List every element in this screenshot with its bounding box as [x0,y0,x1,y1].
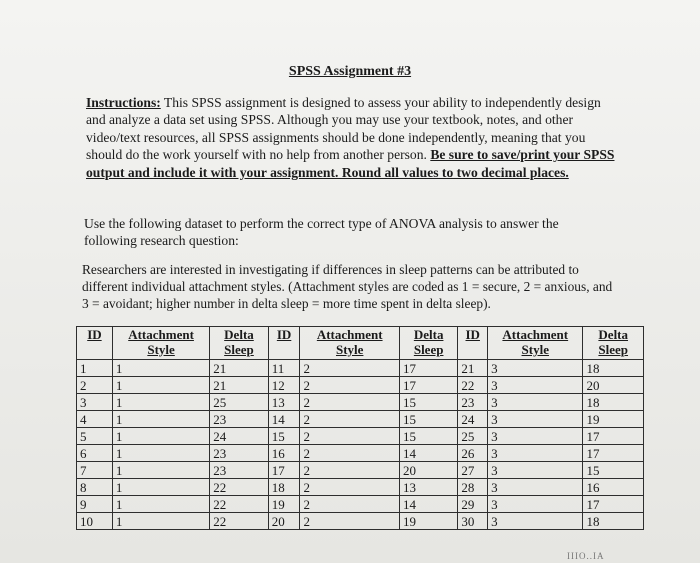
table-cell: 1 [112,496,209,513]
research-question-paragraph: Researchers are interested in investigating if differences in sleep patterns can be attributed to different individual attachment styles. (Attachment styles are coded as 1 = secure, 2 = anxious, and 3 = avoidant; higher number in delta sleep = more time spent in delta sleep). [82,262,613,311]
table-cell: 2 [300,513,399,530]
table-cell: 25 [458,428,488,445]
use-dataset-paragraph: Use the following dataset to perform the correct type of ANOVA analysis to answer the following research question: [84,216,559,248]
table-row [77,428,644,445]
table-cell: 17 [583,445,644,462]
table-cell: 3 [488,462,583,479]
table-cell: 1 [112,479,209,496]
table-cell: 13 [399,479,457,496]
table-cell: 19 [583,411,644,428]
table-cell: 14 [268,411,300,428]
table-row [77,377,644,394]
table-cell: 23 [210,411,268,428]
table-header-row [77,327,644,360]
table-cell: 22 [458,377,488,394]
table-cell: 1 [112,462,209,479]
table-row [77,445,644,462]
header-delta-1: Delta Sleep [210,327,268,360]
table-cell: 16 [268,445,300,462]
table-cell: 1 [112,513,209,530]
table-cell: 13 [268,394,300,411]
table-row [77,479,644,496]
table-cell: 23 [458,394,488,411]
header-delta-2: Delta Sleep [399,327,457,360]
table-cell: 3 [488,360,583,377]
table-cell: 20 [583,377,644,394]
table-cell: 15 [399,428,457,445]
instructions-emphasis: Be sure to save/print your SPSS output and include it with your assignment. Round all values to two decimal places. [86,147,615,180]
table-cell: 2 [300,428,399,445]
table-cell: 24 [458,411,488,428]
table-cell: 3 [488,428,583,445]
table-cell: 1 [112,360,209,377]
table-cell: 8 [77,479,113,496]
table-cell: 5 [77,428,113,445]
table-cell: 1 [112,428,209,445]
table-cell: 16 [583,479,644,496]
header-id-3: ID [458,327,488,360]
header-id-2: ID [268,327,300,360]
dataset-table [76,326,644,530]
table-cell: 23 [210,445,268,462]
table-cell: 28 [458,479,488,496]
table-cell: 1 [112,394,209,411]
table-cell: 17 [583,428,644,445]
table-cell: 26 [458,445,488,462]
document-title: SPSS Assignment #3 [288,64,412,79]
table-cell: 18 [583,513,644,530]
table-cell: 17 [583,496,644,513]
table-cell: 6 [77,445,113,462]
table-row [77,496,644,513]
table-cell: 2 [300,479,399,496]
table-cell: 20 [399,462,457,479]
table-cell: 2 [77,377,113,394]
table-cell: 3 [488,479,583,496]
table-cell: 12 [268,377,300,394]
table-cell: 17 [399,360,457,377]
instructions-text: This SPSS assignment is designed to assess your ability to independently design and analyze a data set using SPSS. Although you may use your textbook, notes, and other video/text resources, all SPSS assignments should be done independently, meaning that you should do the work yourself with no help from another person. [86,95,601,163]
table-row [77,462,644,479]
table-cell: 15 [268,428,300,445]
table-cell: 3 [488,496,583,513]
table-body [77,360,644,530]
table-cell: 14 [399,496,457,513]
header-attachment-2: Attachment Style [300,327,399,360]
table-cell: 4 [77,411,113,428]
table-cell: 22 [210,513,268,530]
table-cell: 2 [300,496,399,513]
table-cell: 20 [268,513,300,530]
header-attachment-1: Attachment Style [112,327,209,360]
table-cell: 19 [268,496,300,513]
table-cell: 2 [300,360,399,377]
table-cell: 2 [300,394,399,411]
table-cell: 23 [210,462,268,479]
table-cell: 19 [399,513,457,530]
table-cell: 15 [583,462,644,479]
table-cell: 21 [458,360,488,377]
table-cell: 18 [583,360,644,377]
table-cell: 3 [488,445,583,462]
header-delta-3: Delta Sleep [583,327,644,360]
table-cell: 15 [399,394,457,411]
table-cell: 9 [77,496,113,513]
table-cell: 14 [399,445,457,462]
table-cell: 25 [210,394,268,411]
instructions-paragraph [86,94,621,181]
table-cell: 2 [300,377,399,394]
table-cell: 18 [268,479,300,496]
table-cell: 21 [210,377,268,394]
table-cell: 10 [77,513,113,530]
instructions-label: Instructions: [86,95,161,110]
table-cell: 7 [77,462,113,479]
table-row [77,513,644,530]
table-cell: 21 [210,360,268,377]
table-cell: 3 [488,513,583,530]
table-cell: 1 [112,377,209,394]
table-cell: 3 [488,411,583,428]
table-cell: 1 [112,445,209,462]
table-cell: 22 [210,479,268,496]
table-cell: 11 [268,360,300,377]
header-id-1: ID [77,327,113,360]
table-cell: 2 [300,411,399,428]
table-cell: 29 [458,496,488,513]
table-cell: 3 [77,394,113,411]
table-cell: 3 [488,394,583,411]
table-cell: 2 [300,445,399,462]
header-attachment-3: Attachment Style [488,327,583,360]
table-cell: 3 [488,377,583,394]
table-cell: 1 [112,411,209,428]
table-cell: 15 [399,411,457,428]
table-cell: 27 [458,462,488,479]
table-row [77,394,644,411]
table-row [77,411,644,428]
table-cell: 17 [399,377,457,394]
table-cell: 18 [583,394,644,411]
table-cell: 17 [268,462,300,479]
table-cell: 24 [210,428,268,445]
table-cell: 1 [77,360,113,377]
table-cell: 22 [210,496,268,513]
table-row [77,360,644,377]
table-cell: 2 [300,462,399,479]
table-cell: 30 [458,513,488,530]
footer-mark: IIIO..IA [567,551,605,561]
